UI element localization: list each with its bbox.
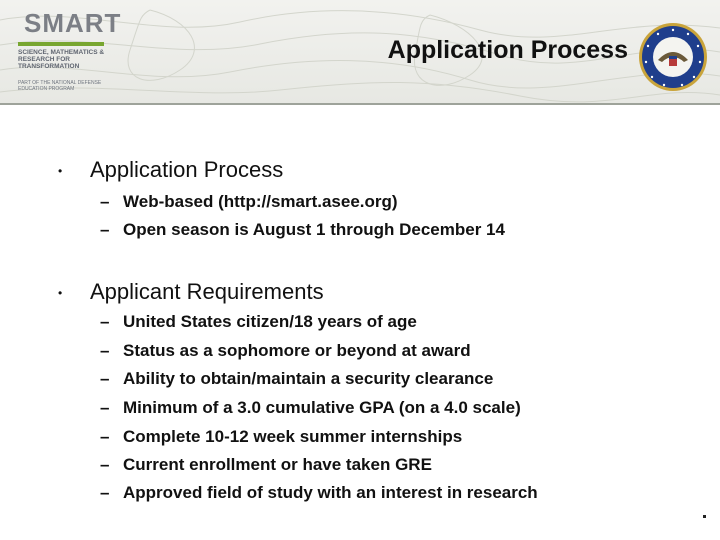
list-item-text: Current enrollment or have taken GRE	[123, 455, 432, 474]
slide-header	[0, 0, 720, 103]
dash-icon: –	[100, 427, 110, 446]
list-item-text: Ability to obtain/maintain a security clearance	[123, 369, 494, 388]
logo-subtitle: SCIENCE, MATHEMATICS & RESEARCH FOR TRANSFORMATION	[18, 49, 105, 70]
dash-icon: –	[100, 483, 110, 502]
list-item-text: Status as a sophomore or beyond at award	[123, 341, 471, 360]
list-item-text: Web-based (http://smart.asee.org)	[123, 192, 398, 211]
list-item-text: United States citizen/18 years of age	[123, 312, 417, 331]
dod-seal-icon	[638, 22, 708, 92]
logo-small-text: PART OF THE NATIONAL DEFENSE EDUCATION PROGRAM	[18, 80, 102, 92]
dash-icon: –	[100, 398, 110, 417]
section-heading-text: Application Process	[90, 157, 284, 182]
dash-icon: –	[100, 455, 110, 474]
dash-icon: –	[100, 192, 110, 211]
smart-logo	[10, 8, 122, 98]
dash-icon: –	[100, 312, 110, 331]
dash-icon: –	[100, 220, 110, 239]
logo-title: SMART	[24, 8, 122, 38]
bullet-icon: •	[58, 164, 63, 178]
list-item-text: Approved field of study with an interest in research	[123, 483, 538, 502]
list-item-text: Complete 10-12 week summer internships	[123, 427, 463, 446]
bullet-icon: •	[58, 286, 63, 300]
list-item-text: Minimum of a 3.0 cumulative GPA (on a 4.0 scale)	[123, 398, 521, 417]
slide-corner-mark	[703, 515, 706, 518]
header-divider	[0, 103, 720, 105]
dash-icon: –	[100, 341, 110, 360]
list-item-text: Open season is August 1 through December 14	[123, 220, 505, 239]
section-heading-text: Applicant Requirements	[90, 279, 324, 304]
page-title: Application Process	[387, 36, 628, 64]
dash-icon: –	[100, 369, 110, 388]
logo-bar	[18, 42, 104, 46]
